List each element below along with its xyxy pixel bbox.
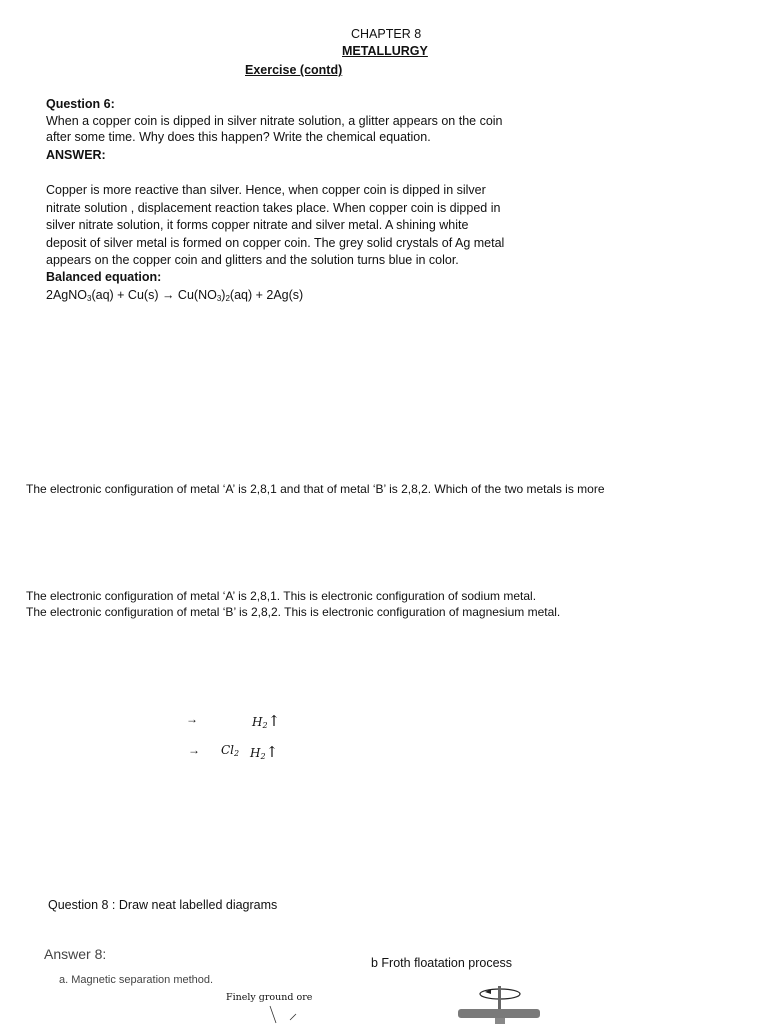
chlorine-product: $Cl_2$ [221,743,240,758]
hydrogen-product: $H_2↑$ [252,712,281,730]
answer-6-line: deposit of silver metal is formed on copper coin. The grey solid crystals of Ag metal [46,235,505,250]
answer-7-line: The electronic configuration of metal ‘B’ is 2,8,2. This is electronic configuration of magnesium metal. [26,604,561,619]
answer-6-line: silver nitrate solution, it forms copper nitrate and silver metal. A shining white [46,218,469,232]
equation-label: Balanced equation: [46,270,162,284]
exercise-title: Exercise (contd) [245,63,343,77]
finely-ground-ore-label: Finely ground ore [226,992,313,1003]
reaction-arrow: → [186,712,198,726]
question-6-text [46,113,503,145]
question-6-label: Question 6: [46,97,115,111]
answer-7-text [26,589,560,620]
answer-6-text [46,182,504,270]
gas-up-arrow-icon: ↑ [265,743,279,761]
froth-floatation-stirrer-icon [455,982,545,1024]
question-6-line: When a copper coin is dipped in silver nitrate solution, a glitter appears on the coin [46,114,503,128]
gas-up-arrow-icon: ↑ [267,712,281,730]
question-6-line: after some time. Why does this happen? Write the chemical equation. [46,130,431,144]
question-8-text: Question 8 : Draw neat labelled diagrams [48,898,278,912]
answer-6-line: Copper is more reactive than silver. Hence, when copper coin is dipped in silver [46,183,486,197]
question-7-text: The electronic configuration of metal ‘A’ is 2,8,1 and that of metal ‘B’ is 2,8,2. Which of the two metals is more [26,482,605,496]
ore-fall-lines [262,1005,302,1024]
part-b-label: b Froth floatation process [371,956,513,970]
subject-title: METALLURGY [342,44,428,58]
balanced-equation: 2AgNO$_3$(aq) + $Cu(s) \to Cu(NO_3)_2(aq) + 2Ag(s)$ [46,288,304,303]
part-a-label: a. Magnetic separation method. [59,974,214,986]
chapter-title: CHAPTER 8 [351,27,422,41]
answer-7-line: The electronic configuration of metal ‘A’ is 2,8,1. This is electronic configuration of sodium metal. [26,589,537,603]
answer-6-label: ANSWER: [46,148,106,162]
hydrogen-product: $H_2↑$ [250,743,279,761]
reaction-arrow: → [188,743,200,757]
answer-6-line: appears on the copper coin and glitters and the solution turns blue in color. [46,253,459,267]
answer-6-line: nitrate solution , displacement reaction takes place. When copper coin is dipped in [46,200,501,215]
answer-8-label: Answer 8: [44,946,107,962]
